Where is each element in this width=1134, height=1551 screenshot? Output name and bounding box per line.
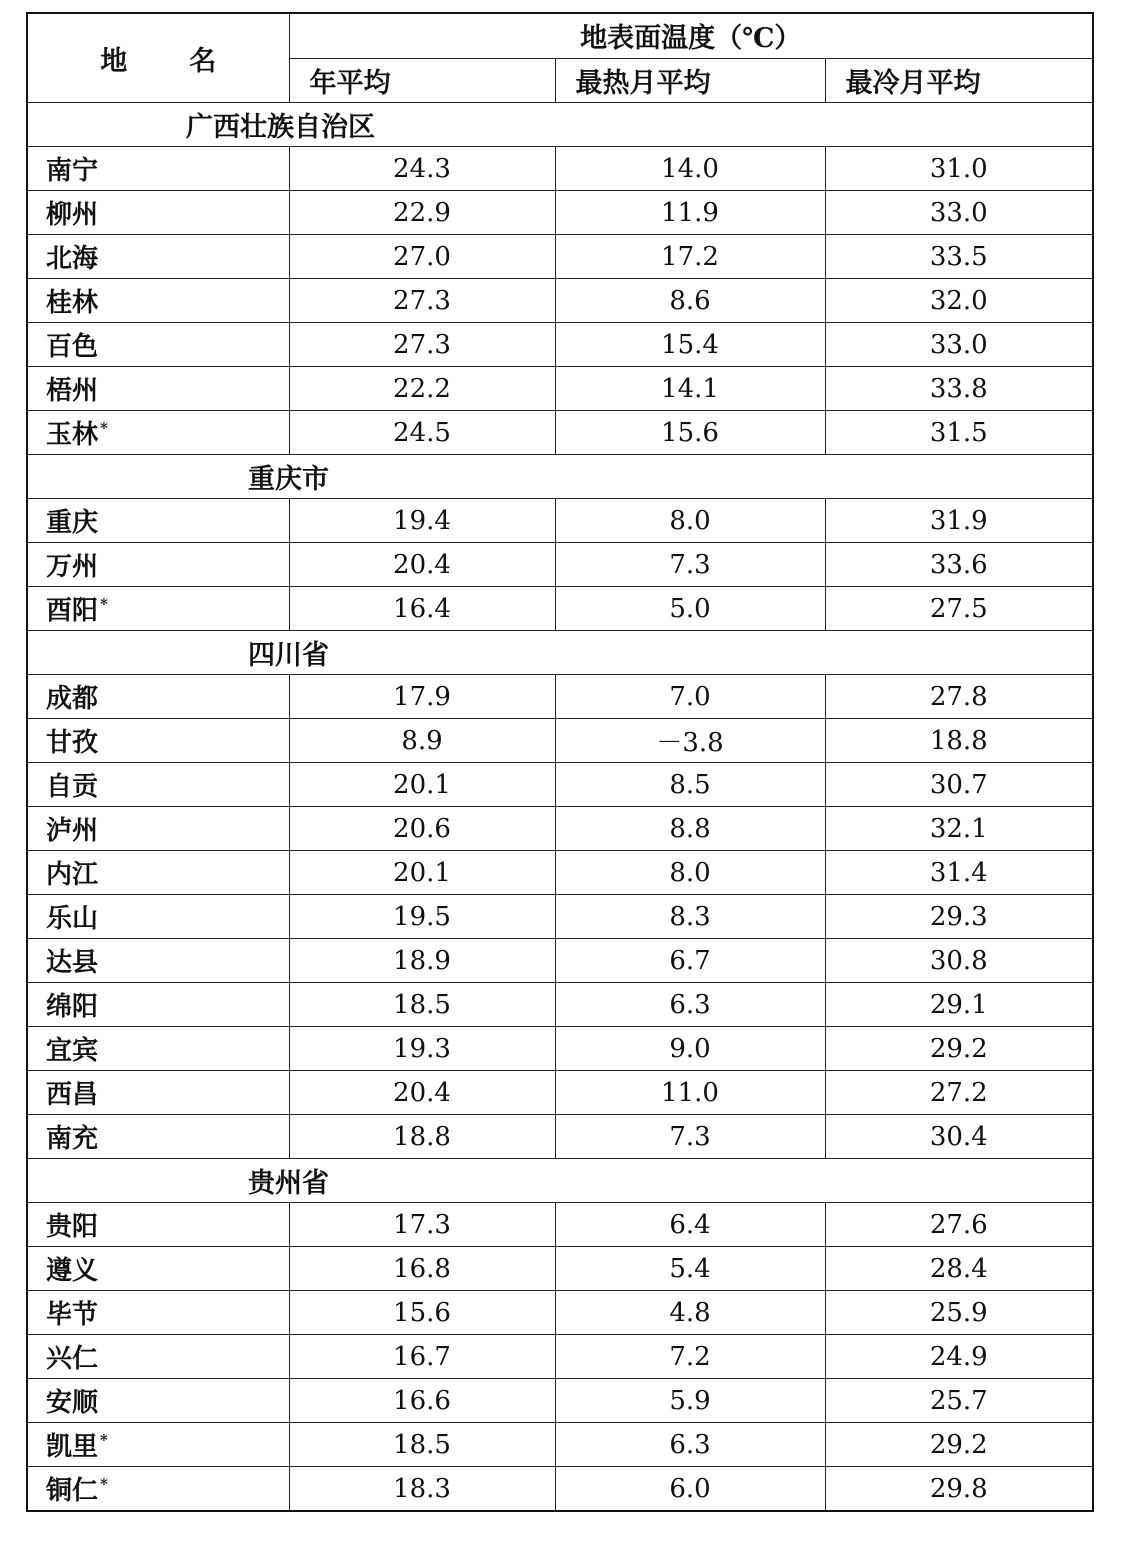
place-name-cell xyxy=(27,939,289,983)
annual-mean-cell: 17.9 xyxy=(289,675,555,719)
region-row xyxy=(27,103,1093,147)
annual-mean-cell: 18.5 xyxy=(289,1423,555,1467)
place-name-cell xyxy=(27,895,289,939)
place-name-cell xyxy=(27,587,289,631)
region-name: 贵州省 xyxy=(248,1168,329,1199)
place-name: 玉林 xyxy=(46,420,99,450)
hottest-month-cell: 7.0 xyxy=(555,675,825,719)
region-name: 广西壮族自治区 xyxy=(186,112,375,143)
footnote-mark: * xyxy=(100,595,108,613)
coldest-month-cell: 33.0 xyxy=(825,191,1093,235)
place-name: 遵义 xyxy=(46,1256,99,1286)
place-name-cell xyxy=(27,1027,289,1071)
annual-mean-cell: 20.6 xyxy=(289,807,555,851)
place-name: 百色 xyxy=(46,332,99,362)
place-name-cell xyxy=(27,675,289,719)
surface-temperature-group-header: 地表面温度（℃） xyxy=(289,13,1093,58)
coldest-month-cell: 30.7 xyxy=(825,763,1093,807)
place-name-cell xyxy=(27,1247,289,1291)
annual-mean-cell: 22.2 xyxy=(289,367,555,411)
coldest-month-cell: 27.6 xyxy=(825,1203,1093,1247)
footnote-mark: * xyxy=(100,419,108,437)
place-name: 酉阳 xyxy=(46,596,99,626)
coldest-month-cell: 30.8 xyxy=(825,939,1093,983)
place-name-cell xyxy=(27,1115,289,1159)
annual-mean-cell: 19.5 xyxy=(289,895,555,939)
hottest-month-cell: 5.0 xyxy=(555,587,825,631)
annual-mean-cell: 18.8 xyxy=(289,1115,555,1159)
region-cell xyxy=(27,1159,1093,1203)
place-name: 达县 xyxy=(46,948,99,978)
place-name: 北海 xyxy=(46,244,99,274)
place-name-cell xyxy=(27,1379,289,1423)
hottest-month-cell: 14.1 xyxy=(555,367,825,411)
region-row xyxy=(27,631,1093,675)
annual-mean-cell: 24.5 xyxy=(289,411,555,455)
coldest-month-cell: 33.0 xyxy=(825,323,1093,367)
place-name: 梧州 xyxy=(46,376,99,406)
place-name-cell xyxy=(27,499,289,543)
coldest-month-cell: 33.8 xyxy=(825,367,1093,411)
table-row xyxy=(27,939,1093,983)
hottest-month-cell: －3.8 xyxy=(555,719,825,763)
annual-mean-header: 年平均 xyxy=(289,58,555,103)
place-name: 南宁 xyxy=(46,156,99,186)
annual-mean-cell: 8.9 xyxy=(289,719,555,763)
table-row xyxy=(27,147,1093,191)
place-name: 宜宾 xyxy=(46,1036,99,1066)
place-name: 绵阳 xyxy=(46,992,99,1022)
place-name: 西昌 xyxy=(46,1080,99,1110)
table-row xyxy=(27,719,1093,763)
place-name-cell xyxy=(27,1071,289,1115)
hottest-month-cell: 6.0 xyxy=(555,1467,825,1512)
hottest-month-cell: 8.6 xyxy=(555,279,825,323)
table-row xyxy=(27,1335,1093,1379)
region-cell xyxy=(27,103,1093,147)
table-row xyxy=(27,587,1093,631)
table-row xyxy=(27,191,1093,235)
annual-mean-cell: 16.6 xyxy=(289,1379,555,1423)
place-name: 铜仁 xyxy=(46,1476,99,1506)
hottest-month-cell: 6.4 xyxy=(555,1203,825,1247)
annual-mean-cell: 24.3 xyxy=(289,147,555,191)
table-row xyxy=(27,1467,1093,1512)
region-row xyxy=(27,1159,1093,1203)
table-row xyxy=(27,1071,1093,1115)
hottest-month-cell: 15.6 xyxy=(555,411,825,455)
table-row xyxy=(27,1379,1093,1423)
coldest-month-cell: 29.1 xyxy=(825,983,1093,1027)
table-row xyxy=(27,851,1093,895)
table-row xyxy=(27,675,1093,719)
place-name: 安顺 xyxy=(46,1388,99,1418)
place-name-cell xyxy=(27,367,289,411)
table-row xyxy=(27,983,1093,1027)
coldest-month-cell: 27.2 xyxy=(825,1071,1093,1115)
table-row xyxy=(27,763,1093,807)
place-name: 桂林 xyxy=(46,288,99,318)
place-name: 万州 xyxy=(46,552,99,582)
place-name: 内江 xyxy=(46,860,99,890)
coldest-month-cell: 31.9 xyxy=(825,499,1093,543)
table-row xyxy=(27,411,1093,455)
region-cell xyxy=(27,631,1093,675)
hottest-month-cell: 6.3 xyxy=(555,983,825,1027)
place-name-cell xyxy=(27,147,289,191)
annual-mean-cell: 18.3 xyxy=(289,1467,555,1512)
place-name-cell xyxy=(27,235,289,279)
footnote-mark: * xyxy=(100,1475,108,1493)
coldest-month-cell: 30.4 xyxy=(825,1115,1093,1159)
place-name-cell xyxy=(27,1467,289,1512)
place-name-cell xyxy=(27,719,289,763)
place-name-header xyxy=(27,13,289,103)
annual-mean-cell: 16.4 xyxy=(289,587,555,631)
place-name: 贵阳 xyxy=(46,1212,99,1242)
annual-mean-cell: 17.3 xyxy=(289,1203,555,1247)
hottest-month-cell: 17.2 xyxy=(555,235,825,279)
hottest-month-cell: 6.3 xyxy=(555,1423,825,1467)
region-row xyxy=(27,455,1093,499)
hottest-month-cell: 5.4 xyxy=(555,1247,825,1291)
table-row xyxy=(27,235,1093,279)
place-name: 自贡 xyxy=(46,772,99,802)
place-name-cell xyxy=(27,1203,289,1247)
region-name: 四川省 xyxy=(248,640,329,671)
annual-mean-cell: 27.3 xyxy=(289,279,555,323)
annual-mean-cell: 19.3 xyxy=(289,1027,555,1071)
region-cell xyxy=(27,455,1093,499)
annual-mean-cell: 22.9 xyxy=(289,191,555,235)
hottest-month-cell: 8.5 xyxy=(555,763,825,807)
place-name-cell xyxy=(27,323,289,367)
annual-mean-cell: 20.1 xyxy=(289,851,555,895)
hottest-month-cell: 14.0 xyxy=(555,147,825,191)
region-name: 重庆市 xyxy=(248,464,329,495)
table-row xyxy=(27,1027,1093,1071)
annual-mean-cell: 27.3 xyxy=(289,323,555,367)
table-body xyxy=(27,103,1093,1512)
table-row xyxy=(27,807,1093,851)
coldest-month-cell: 32.1 xyxy=(825,807,1093,851)
coldest-month-cell: 31.0 xyxy=(825,147,1093,191)
coldest-month-cell: 33.5 xyxy=(825,235,1093,279)
coldest-month-cell: 25.7 xyxy=(825,1379,1093,1423)
place-name-cell xyxy=(27,279,289,323)
annual-mean-cell: 20.4 xyxy=(289,543,555,587)
hottest-month-cell: 8.0 xyxy=(555,499,825,543)
place-name-cell xyxy=(27,763,289,807)
table-row xyxy=(27,1423,1093,1467)
surface-temperature-table xyxy=(26,12,1094,1512)
coldest-month-cell: 29.8 xyxy=(825,1467,1093,1512)
table-row xyxy=(27,279,1093,323)
hottest-month-cell: 8.3 xyxy=(555,895,825,939)
place-name: 毕节 xyxy=(46,1300,99,1330)
place-name-cell xyxy=(27,983,289,1027)
hottest-month-cell: 5.9 xyxy=(555,1379,825,1423)
hottest-month-cell: 11.9 xyxy=(555,191,825,235)
hottest-month-cell: 7.3 xyxy=(555,543,825,587)
place-name: 甘孜 xyxy=(46,728,99,758)
annual-mean-cell: 16.8 xyxy=(289,1247,555,1291)
table-row xyxy=(27,895,1093,939)
place-header-char-2: 名 xyxy=(189,45,217,77)
place-name: 成都 xyxy=(46,684,99,714)
coldest-month-cell: 18.8 xyxy=(825,719,1093,763)
table-row xyxy=(27,1115,1093,1159)
place-name: 乐山 xyxy=(46,904,99,934)
annual-mean-cell: 27.0 xyxy=(289,235,555,279)
table-row xyxy=(27,543,1093,587)
coldest-month-cell: 25.9 xyxy=(825,1291,1093,1335)
coldest-month-cell: 28.4 xyxy=(825,1247,1093,1291)
place-name-cell xyxy=(27,543,289,587)
hottest-month-cell: 7.3 xyxy=(555,1115,825,1159)
place-name-cell xyxy=(27,1335,289,1379)
place-name-cell xyxy=(27,1423,289,1467)
hottest-month-cell: 8.0 xyxy=(555,851,825,895)
annual-mean-cell: 16.7 xyxy=(289,1335,555,1379)
coldest-month-cell: 27.5 xyxy=(825,587,1093,631)
table-row xyxy=(27,1291,1093,1335)
hottest-month-cell: 7.2 xyxy=(555,1335,825,1379)
place-name: 南充 xyxy=(46,1124,99,1154)
place-name: 泸州 xyxy=(46,816,99,846)
annual-mean-cell: 19.4 xyxy=(289,499,555,543)
annual-mean-cell: 15.6 xyxy=(289,1291,555,1335)
hottest-month-mean-header: 最热月平均 xyxy=(555,58,825,103)
table-row xyxy=(27,499,1093,543)
coldest-month-cell: 32.0 xyxy=(825,279,1093,323)
place-name-cell xyxy=(27,851,289,895)
place-header-char-1: 地 xyxy=(100,45,128,77)
coldest-month-cell: 31.5 xyxy=(825,411,1093,455)
annual-mean-cell: 18.5 xyxy=(289,983,555,1027)
coldest-month-cell: 33.6 xyxy=(825,543,1093,587)
hottest-month-cell: 11.0 xyxy=(555,1071,825,1115)
table-row xyxy=(27,1203,1093,1247)
place-name: 兴仁 xyxy=(46,1344,99,1374)
coldest-month-cell: 29.2 xyxy=(825,1027,1093,1071)
table-row xyxy=(27,323,1093,367)
coldest-month-cell: 24.9 xyxy=(825,1335,1093,1379)
hottest-month-cell: 6.7 xyxy=(555,939,825,983)
coldest-month-cell: 29.3 xyxy=(825,895,1093,939)
hottest-month-cell: 9.0 xyxy=(555,1027,825,1071)
place-name: 凯里 xyxy=(46,1432,99,1462)
place-name: 重庆 xyxy=(46,508,99,538)
coldest-month-cell: 29.2 xyxy=(825,1423,1093,1467)
place-name: 柳州 xyxy=(46,200,99,230)
place-name-cell xyxy=(27,411,289,455)
place-name-cell xyxy=(27,807,289,851)
coldest-month-cell: 31.4 xyxy=(825,851,1093,895)
annual-mean-cell: 18.9 xyxy=(289,939,555,983)
place-name-cell xyxy=(27,191,289,235)
place-name-cell xyxy=(27,1291,289,1335)
coldest-month-cell: 27.8 xyxy=(825,675,1093,719)
annual-mean-cell: 20.4 xyxy=(289,1071,555,1115)
coldest-month-mean-header: 最冷月平均 xyxy=(825,58,1093,103)
hottest-month-cell: 15.4 xyxy=(555,323,825,367)
hottest-month-cell: 4.8 xyxy=(555,1291,825,1335)
temperature-table-page xyxy=(26,12,1092,1512)
hottest-month-cell: 8.8 xyxy=(555,807,825,851)
footnote-mark: * xyxy=(100,1431,108,1449)
table-row xyxy=(27,1247,1093,1291)
table-row xyxy=(27,367,1093,411)
annual-mean-cell: 20.1 xyxy=(289,763,555,807)
